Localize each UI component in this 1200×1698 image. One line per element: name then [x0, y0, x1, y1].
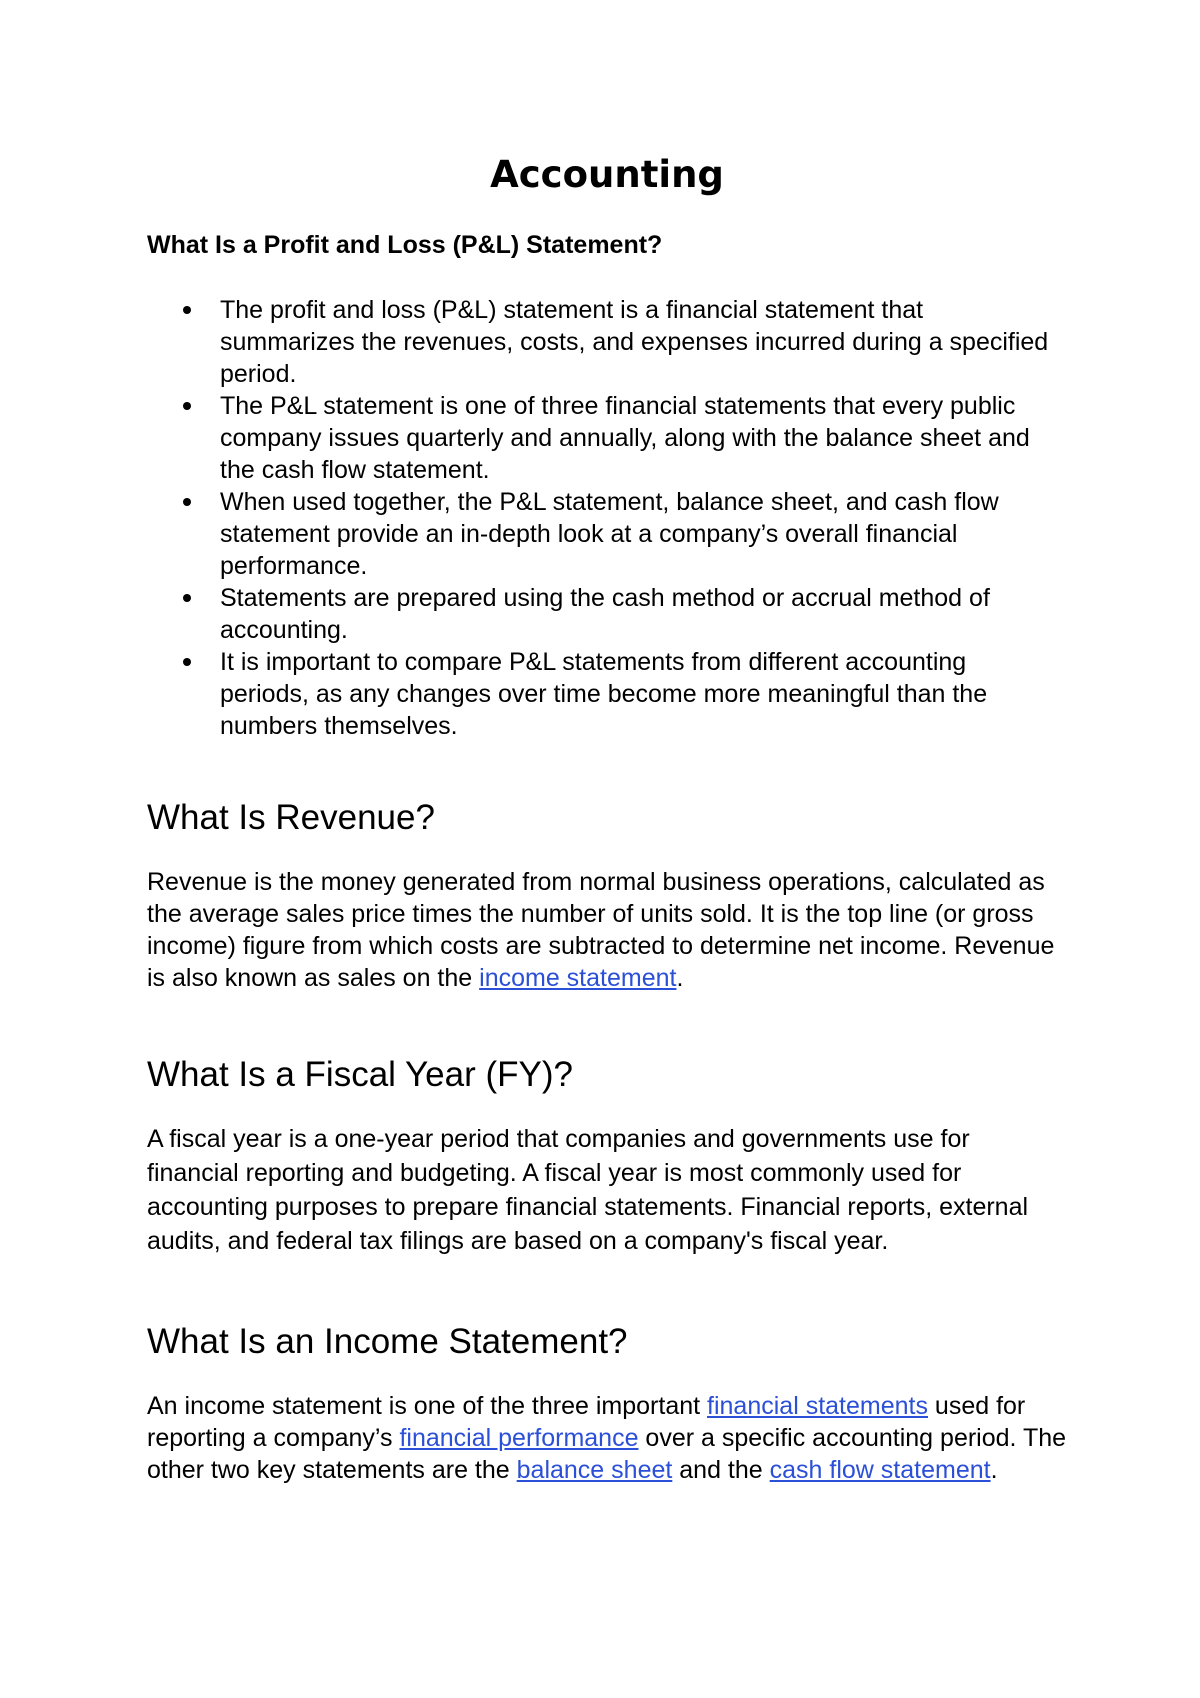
list-item	[147, 582, 1060, 646]
bullet-icon	[183, 306, 191, 314]
income-text-2: used for reporting a company’s	[147, 1392, 1026, 1452]
revenue-text-end: .	[676, 964, 684, 992]
income-text-3: over a specific accounting period. The other two key statements are the	[147, 1424, 1067, 1484]
bullet-text: It is important to compare P&L statements from different accounting periods, as any changes over time become more meaningful than the numbers themselves.	[220, 648, 988, 740]
list-item	[147, 646, 1060, 742]
bullet-text: The P&L statement is one of three financial statements that every public company issues quarterly and annually, along with the balance sheet and the cash flow statement.	[220, 392, 1030, 484]
bullet-icon	[183, 594, 191, 602]
fiscal-year-heading: What Is a Fiscal Year (FY)?	[147, 1055, 573, 1094]
revenue-text: Revenue is the money generated from normal business operations, calculated as the average sales price times the number of units sold. It is the top line (or gross income) figure from which costs are subtracted to determine net income. Revenue is also known as sales on the	[147, 868, 1055, 992]
pl-statement-heading: What Is a Profit and Loss (P&L) Statement?	[147, 231, 663, 259]
income-statement-link[interactable]: income statement	[479, 964, 677, 992]
financial-performance-link[interactable]: financial performance	[399, 1424, 639, 1452]
bullet-icon	[183, 402, 191, 410]
bullet-text: When used together, the P&L statement, balance sheet, and cash flow statement provide an in-depth look at a company’s overall financial performance.	[220, 488, 999, 580]
bullet-icon	[183, 498, 191, 506]
income-text-4: and the	[672, 1456, 770, 1484]
income-text-end: .	[990, 1456, 998, 1484]
fiscal-year-paragraph: A fiscal year is a one-year period that companies and governments use for financial reporting and budgeting. A fiscal year is most commonly used for accounting purposes to prepare financial statements. Financial reports, external audits, and federal tax filings are based on a company's fiscal year.	[147, 1125, 1029, 1255]
revenue-paragraph	[147, 866, 1067, 994]
revenue-heading: What Is Revenue?	[147, 798, 435, 837]
financial-statements-link[interactable]: financial statements	[707, 1392, 928, 1420]
pl-bullet-list	[147, 294, 1067, 742]
bullet-text: The profit and loss (P&L) statement is a financial statement that summarizes the revenues, costs, and expenses incurred during a specified period.	[220, 296, 1049, 388]
list-item	[147, 294, 1060, 390]
bullet-icon	[183, 658, 191, 666]
income-statement-heading: What Is an Income Statement?	[147, 1322, 628, 1361]
list-item	[147, 390, 1060, 486]
balance-sheet-link[interactable]: balance sheet	[516, 1456, 673, 1484]
document-title: Accounting	[490, 153, 724, 196]
income-text-1: An income statement is one of the three important	[147, 1392, 708, 1420]
income-statement-paragraph	[147, 1390, 1067, 1486]
list-item	[147, 486, 1060, 582]
cash-flow-statement-link[interactable]: cash flow statement	[769, 1456, 991, 1484]
bullet-text: Statements are prepared using the cash method or accrual method of accounting.	[220, 584, 990, 644]
